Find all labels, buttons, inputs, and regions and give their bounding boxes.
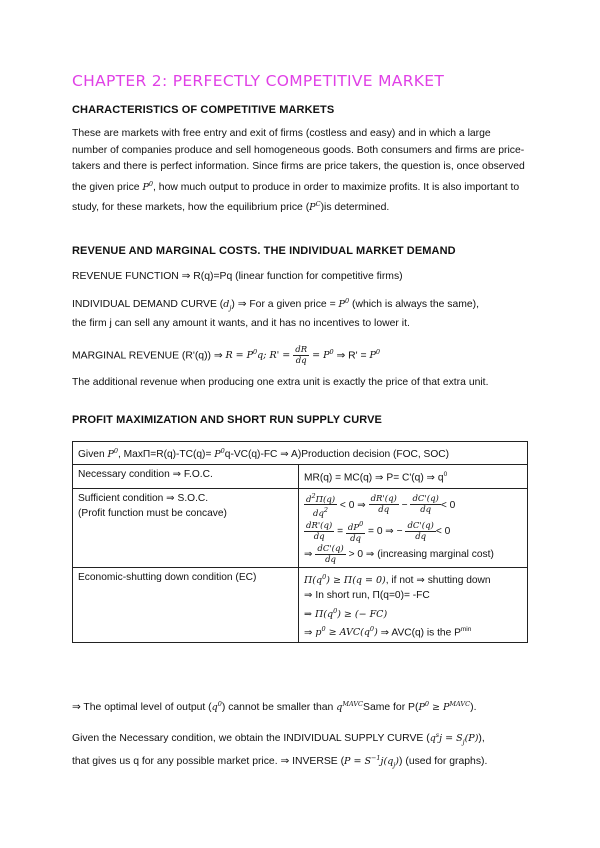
heading-revenue: REVENUE AND MARGINAL COSTS. THE INDIVIDUAL MARKET DEMAND (72, 245, 456, 257)
row3-right: $\Pi(q^0) \ge \Pi(q = 0)$, if not ⇒ shutting down ⇒ In short run, Π(q=0)= -FC ⇒ $\Pi(q^0)$ ≥ (− FC) ⇒ $p^0 \ge AVC(q^0)$ ⇒ AVC(q) is the $P^{min}$ (299, 568, 528, 643)
demand-curve-line: INDIVIDUAL DEMAND CURVE $(d_j)$ ⇒ For a given price = $P^0$ (which is always the same), (72, 297, 480, 313)
row1-left: Necessary condition ⇒ F.O.C. (73, 465, 299, 488)
para-b: , how much output to produce in order to maximize profits. It is also important to study, for these markets, how the equilibrium price ( (72, 181, 520, 214)
heading-profit: PROFIT MAXIMIZATION AND SHORT RUN SUPPLY CURVE (72, 414, 382, 426)
para-a: These are markets with free entry and exit of firms (costless and easy) and in which a large number of companies produce and sell homogeneous goods. Both consumers and firms are price-takers and there is perfect information. Since firms are price takers, the question is, once observed the given price (72, 128, 525, 193)
row2-left: Sufficient condition ⇒ S.O.C. (Profit function must be concave) (73, 488, 299, 568)
table-row (73, 488, 528, 568)
table-row (73, 465, 528, 488)
row1-right: MR(q) = MC(q) ⇒ P= C'(q) ⇒ $q^0$ (299, 465, 528, 488)
chapter-title: CHAPTER 2: PERFECTLY COMPETITIVE MARKET (72, 72, 445, 90)
row0: Given $P^0$, $Max\Pi=R(q)-TC(q)= P^0q-VC(q)-FC$ ⇒ A)Production decision (FOC, SOC) (73, 442, 528, 465)
table-row (73, 568, 528, 643)
supply-curve-line: Given the Necessary condition, we obtain the INDIVIDUAL SUPPLY CURVE $(q^sj = S_j(P))$, (72, 731, 485, 747)
math-p0: $P^0$ (142, 179, 154, 193)
row2-right: $\frac{d^2\Pi(q)}{dq^2}$ < 0 ⇒ $\frac{dR'(q)}{dq}$ − $\frac{dC'(q)}{dq}$ < 0 $\frac{dR'(q)}{dq}$ = $\frac{dP^0}{dq}$ = 0 ⇒ − $\frac{dC'(q)}{dq}$ < 0 ⇒ $\frac{dC'(q)}{dq}$ > 0 ⇒ (increasing marginal cost) (299, 488, 528, 568)
revenue-function: REVENUE FUNCTION ⇒ R(q)=Pq (linear function for competitive firms) (72, 271, 403, 282)
para-c: )is determined. (320, 202, 390, 214)
additional-revenue: The additional revenue when producing one extra unit is exactly the price of that extra unit. (72, 377, 489, 388)
math-pc: $P^C$ (309, 200, 321, 214)
paragraph-characteristics (72, 126, 528, 217)
row3-left: Economic-shutting down condition (EC) (73, 568, 299, 643)
marginal-revenue-line: MARGINAL REVENUE (R'(q)) ⇒ $R = P^0q$; R' = $\frac{dR}{dq}$ = $P^0$ ⇒ $R' = P^0$ (72, 345, 380, 366)
profit-table (72, 441, 528, 643)
demand-curve-line-2: the firm j can sell any amount it wants, and it has no incentives to lower it. (72, 318, 410, 329)
inverse-line: that gives us q for any possible market price. ⇒ INVERSE $(P = S^{-1}j(q_j))$ (used for graphs). (72, 754, 488, 770)
heading-characteristics: CHARACTERISTICS OF COMPETITIVE MARKETS (72, 104, 335, 116)
optimal-output-line: ⇒ The optimal level of output $(q^0)$ cannot be smaller than $q^{MAVC}Same$ for $P(P^0 \ge P^{MAVC})$. (72, 700, 477, 714)
table-row (73, 442, 528, 465)
